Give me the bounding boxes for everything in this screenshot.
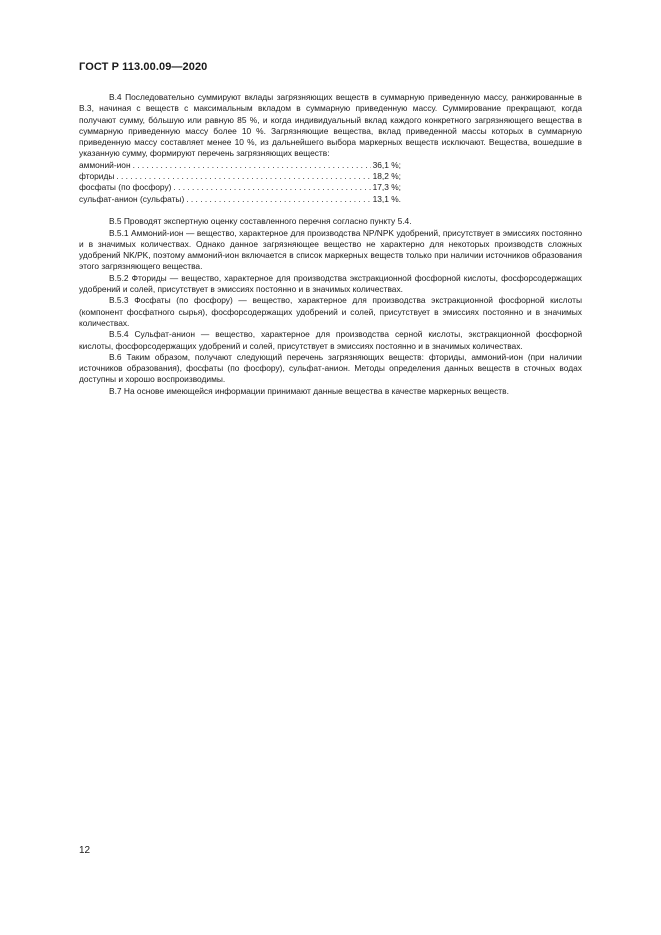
document-body: [79, 92, 582, 397]
paragraph-b5-1: В.5.1 Аммоний-ион — вещество, характерное для производства NP/NPK удобрений, присутствует в эмиссиях постоянно и в значимых количествах. Однако данное загрязняющее вещество не характерно для некоторых производств сложных удобрений NK/PK, поэтому аммоний-ион включается в список маркерных веществ только при наличии источников образования этого загрязняющего вещества.: [79, 227, 582, 272]
paragraph-b5-3: В.5.3 Фосфаты (по фосфору) — вещество, характерное для производства экстракционной фосфорной кислоты (компонент фосфатного сырья), фосфорсодержащих удобрений и солей, присутствует в эмиссиях постоянно и в значимых количествах.: [79, 295, 582, 328]
paragraph-b5-4: В.5.4 Сульфат-анион — вещество, характерное для производства серной кислоты, экстракционной фосфорной кислоты, фосфорсодержащих удобрений и солей, присутствует в эмиссиях постоянно и в значимых количествах.: [79, 329, 582, 351]
paragraph-b5-2: В.5.2 Фториды — вещество, характерное для производства экстракционной фосфорной кислоты, фосфорсодержащих удобрений и солей, присутствует в эмиссиях постоянно и в значимых количествах.: [79, 272, 582, 295]
document-header: ГОСТ Р 113.00.09—2020: [79, 61, 208, 73]
paragraph-b6: В.6 Таким образом, получают следующий перечень загрязняющих веществ: фториды, аммоний-ион (при наличии источников образования), фосфаты (по фосфору), сульфат-анион. Методы определения данных веществ в сточных водах доступны и хорошо воспроизводимы.: [79, 351, 582, 385]
substance-share: 36,1 %;: [372, 159, 401, 170]
substance-share: 13,1 %.: [372, 193, 401, 204]
substance-row: [79, 182, 401, 193]
substance-name: сульфат-анион (сульфаты): [79, 193, 185, 204]
paragraph-gap: [79, 205, 582, 216]
substance-list: [79, 160, 582, 205]
paragraph-b5: В.5 Проводят экспертную оценку составленного перечня согласно пункту 5.4.: [109, 216, 412, 227]
page-number: 12: [79, 845, 91, 856]
paragraph-b7: В.7 На основе имеющейся информации принимают данные вещества в качестве маркерных веществ.: [109, 385, 509, 396]
dot-leader: [116, 171, 370, 182]
substance-name: фосфаты (по фосфору): [79, 182, 172, 193]
substance-row: [79, 194, 401, 205]
substance-row: [79, 160, 401, 171]
substance-name: аммоний-ион: [79, 159, 131, 170]
dot-leader: [133, 160, 371, 171]
substance-name: фториды: [79, 171, 115, 182]
dot-leader: [173, 182, 370, 193]
substance-share: 18,2 %;: [372, 171, 401, 182]
paragraph-b4: В.4 Последовательно суммируют вклады загрязняющих веществ в суммарную приведенную массу, ранжированные в В.3, начиная с веществ с максимальным вкладом в суммарную приведенную массу. Суммирование прекращают, когда получают сумму, бóльшую или равную 85 %, и когда индивидуальный вклад каждого конкретного загрязняющего вещества в суммарную приведенную массу более 10 %. Загрязняющие вещества, вклад приведенной массы которых в суммарную приведенную массу составляет менее 10 %, из дальнейшего выбора маркерных веществ исключают. Вещества, вошедшие в указанную сумму, формируют перечень загрязняющих веществ:: [79, 92, 582, 159]
substance-share: 17,3 %;: [372, 182, 401, 193]
substance-row: [79, 171, 401, 182]
dot-leader: [186, 194, 370, 205]
